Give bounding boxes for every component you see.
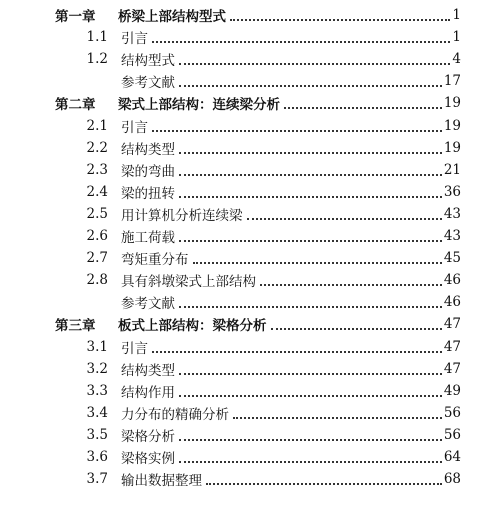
toc-entry (121, 425, 461, 445)
toc-entry (121, 138, 461, 158)
dot-leader (233, 403, 442, 419)
toc-entry-number: 第二章 (55, 97, 96, 114)
toc-section-row (0, 269, 497, 291)
toc-entry-page: 19 (443, 139, 461, 156)
toc-entry-page: 47 (443, 338, 461, 355)
toc-entry (121, 403, 461, 423)
toc-entry (118, 314, 461, 334)
toc-entry (121, 226, 461, 246)
toc-entry-title: 板式上部结构：梁格分析 (118, 318, 267, 335)
dot-leader (260, 270, 442, 286)
toc-entry (121, 182, 461, 202)
toc-entry-title: 弯矩重分布 (121, 252, 189, 269)
toc-section-row (0, 402, 497, 424)
toc-section-row (0, 358, 497, 380)
dot-leader (230, 5, 450, 21)
toc-entry-number: 3.1 (86, 338, 108, 355)
toc-entry-title: 梁格分析 (121, 428, 175, 445)
toc-entry-page: 17 (443, 73, 461, 90)
toc-entry-title: 引言 (121, 31, 148, 48)
toc-entry-number: 2.5 (86, 205, 108, 222)
toc-section-row (0, 115, 497, 137)
toc-entry-title: 引言 (121, 340, 148, 357)
toc-entry-title: 参考文献 (121, 75, 175, 92)
toc-section-row (0, 424, 497, 446)
toc-entry-page: 56 (443, 426, 461, 443)
toc-section-row (0, 380, 497, 402)
dot-leader (179, 425, 442, 441)
toc-entry-number: 2.3 (86, 161, 108, 178)
toc-chapter-row (0, 92, 497, 114)
toc-entry-number: 3.7 (86, 471, 108, 488)
toc-entry-number: 2.7 (86, 250, 108, 267)
dot-leader (179, 381, 442, 397)
toc-entry-page: 4 (452, 51, 461, 68)
toc-entry-title: 结构型式 (121, 53, 175, 70)
toc-section-row (0, 137, 497, 159)
toc-entry-title: 梁的扭转 (121, 185, 175, 202)
toc-entry (121, 447, 461, 467)
dot-leader (179, 447, 442, 463)
toc-entry-number: 1.1 (86, 29, 108, 46)
toc-entry-page: 36 (443, 183, 461, 200)
toc-section-row (0, 468, 497, 490)
toc-section-row (0, 247, 497, 269)
toc-entry (121, 270, 461, 290)
toc-section-row (0, 48, 497, 70)
toc-entry (121, 337, 461, 357)
toc-entry-number: 第一章 (55, 9, 96, 25)
toc-entry-page: 47 (443, 316, 461, 333)
toc-section-row (0, 203, 497, 225)
toc-entry-page: 19 (443, 95, 461, 112)
dot-leader (247, 204, 442, 220)
toc-entry (118, 5, 461, 25)
toc-entry-number: 2.4 (86, 183, 108, 200)
toc-entry-title: 桥梁上部结构型式 (118, 9, 226, 25)
dot-leader (206, 469, 442, 485)
toc-entry-page: 45 (443, 250, 461, 267)
toc-entry-page: 47 (443, 360, 461, 377)
dot-leader (179, 71, 442, 87)
toc-entry-title: 结构作用 (121, 384, 175, 401)
toc-section-row (0, 291, 497, 313)
toc-entry (121, 359, 461, 379)
toc-entry-title: 具有斜墩梁式上部结构 (121, 274, 256, 291)
toc-entry-page: 46 (443, 294, 461, 311)
toc-entry (121, 49, 461, 69)
dot-leader (152, 116, 442, 132)
toc-entry (121, 381, 461, 401)
dot-leader (179, 182, 442, 198)
toc-entry-number: 1.2 (86, 51, 108, 68)
toc-entry (121, 292, 461, 312)
toc-section-row (0, 26, 497, 48)
toc-section-row (0, 225, 497, 247)
toc-entry-number: 2.6 (86, 228, 108, 244)
toc-section-row (0, 70, 497, 92)
toc-entry-page: 1 (452, 7, 461, 23)
toc-entry-number: 3.4 (86, 404, 108, 421)
dot-leader (179, 292, 442, 308)
dot-leader (271, 314, 442, 330)
toc-entry (121, 248, 461, 268)
dot-leader (179, 359, 442, 375)
toc-chapter-row (0, 4, 497, 26)
toc-entry-title: 结构类型 (121, 362, 175, 379)
toc-entry-title: 梁的弯曲 (121, 163, 175, 180)
toc-section-row (0, 181, 497, 203)
toc-section-row (0, 336, 497, 358)
toc-entry-title: 输出数据整理 (121, 473, 202, 490)
toc-entry-page: 1 (452, 29, 461, 46)
toc-entry (121, 469, 461, 489)
toc-entry-page: 56 (443, 404, 461, 421)
toc-entry-title: 梁格实例 (121, 451, 175, 467)
toc-entry (121, 71, 461, 91)
toc-entry (121, 160, 461, 180)
toc-entry (121, 116, 461, 136)
toc-entry-title: 参考文献 (121, 296, 175, 313)
toc-entry-title: 力分布的精确分析 (121, 406, 229, 423)
toc-entry-title: 梁式上部结构：连续梁分析 (118, 97, 280, 114)
toc-entry-number: 3.3 (86, 382, 108, 399)
dot-leader (179, 160, 442, 176)
toc-chapter-row (0, 313, 497, 335)
dot-leader (284, 93, 442, 109)
dot-leader (152, 27, 450, 43)
toc-entry-page: 21 (443, 161, 461, 178)
toc-entry-page: 19 (443, 117, 461, 134)
toc-entry-number: 3.6 (86, 449, 108, 465)
toc-entry-page: 46 (443, 272, 461, 289)
toc-entry-page: 43 (443, 228, 461, 244)
toc-entry-page: 43 (443, 205, 461, 222)
toc-entry-title: 结构类型 (121, 141, 175, 158)
toc-entry-title: 施工荷载 (121, 230, 175, 246)
toc-entry (121, 27, 461, 47)
dot-leader (193, 248, 442, 264)
dot-leader (179, 49, 450, 65)
dot-leader (152, 337, 442, 353)
toc-entry (121, 204, 461, 224)
toc-entry-number: 2.1 (86, 117, 108, 134)
toc-entry-number: 3.5 (86, 426, 108, 443)
toc-entry-title: 用计算机分析连续梁 (121, 207, 243, 224)
toc-entry-page: 49 (443, 382, 461, 399)
toc-entry-title: 引言 (121, 119, 148, 136)
toc-entry-page: 68 (443, 471, 461, 488)
toc-section-row (0, 159, 497, 181)
toc-entry-number: 第三章 (55, 318, 96, 335)
toc-entry-number: 3.2 (86, 360, 108, 377)
toc-entry-number: 2.8 (86, 272, 108, 289)
dot-leader (179, 138, 442, 154)
toc-entry (118, 93, 461, 113)
toc-section-row (0, 446, 497, 468)
dot-leader (179, 226, 442, 242)
toc-entry-page: 64 (443, 449, 461, 465)
toc-entry-number: 2.2 (86, 139, 108, 156)
